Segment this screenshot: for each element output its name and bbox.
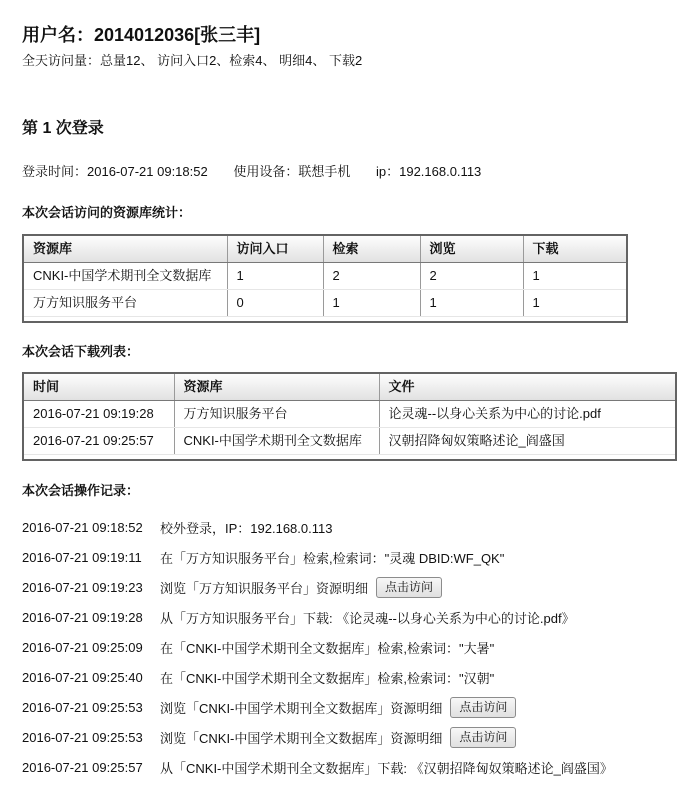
table-cell: 1 [523,263,626,290]
operation-text: 校外登录，IP：192.168.0.113 [160,520,333,536]
column-header: 浏览 [420,236,523,263]
operation-time: 2016-07-21 09:25:53 [22,699,143,715]
operation-record [22,722,679,752]
operation-time: 2016-07-21 09:19:28 [22,609,143,625]
visit-button[interactable]: 点击访问 [450,727,516,748]
operation-record [22,512,679,542]
operation-text: 在「CNKI-中国学术期刊全文数据库」检索,检索词："大暑" [160,640,495,656]
stats-section-label: 本次会话访问的资源库统计： [22,205,192,220]
table-header-row [24,374,675,401]
operation-time: 2016-07-21 09:19:23 [22,579,143,595]
session-heading: 第 1 次登录 [22,120,104,137]
column-header: 检索 [323,236,420,263]
login-time: 登录时间：2016-07-21 09:18:52 [22,164,208,179]
operations-section-label: 本次会话操作记录： [22,483,140,498]
table-cell: 2 [323,263,420,290]
resource-stats-table [22,234,628,323]
downloads-section-label: 本次会话下载列表： [22,344,140,359]
visit-button[interactable]: 点击访问 [450,697,516,718]
operation-record [22,752,679,782]
table-cell: 1 [523,290,626,317]
operation-text: 从「万方知识服务平台」下载: 《论灵魂--以身心关系为中心的讨论.pdf》 [160,610,575,626]
table-cell: 1 [420,290,523,317]
column-header: 文件 [379,374,675,401]
login-device: 使用设备：联想手机 [233,164,351,179]
page-title: 用户名：2014012036[张三丰] [22,25,261,45]
operation-text: 浏览「CNKI-中国学术期刊全文数据库」资源明细 [160,700,443,716]
operation-text: 浏览「CNKI-中国学术期刊全文数据库」资源明细 [160,730,443,746]
daily-visit-summary: 全天访问量：总量12、 访问入口2、检索4、 明细4、 下载2 [22,53,363,68]
table-row [24,290,626,317]
table-cell: 1 [227,263,323,290]
table-cell: 2016-07-21 09:19:28 [24,401,174,428]
column-header: 资源库 [174,374,379,401]
operation-time: 2016-07-21 09:25:40 [22,669,143,685]
operation-text: 浏览「万方知识服务平台」资源明细 [160,580,369,596]
table-cell: 0 [227,290,323,317]
operation-text: 在「万方知识服务平台」检索,检索词："灵魂 DBID:WF_QK" [160,550,505,566]
column-header: 资源库 [24,236,227,263]
operation-time: 2016-07-21 09:25:09 [22,639,143,655]
table-cell: 论灵魂--以身心关系为中心的讨论.pdf [379,401,675,428]
table-row [24,401,675,428]
table-row [24,428,675,455]
table-cell: 2 [420,263,523,290]
table-row [24,263,626,290]
download-list-table [22,372,677,461]
table-cell: 万方知识服务平台 [24,290,227,317]
login-ip: ip：192.168.0.113 [375,164,482,179]
operation-record [22,692,679,722]
operation-record [22,602,679,632]
operation-record [22,662,679,692]
operation-record [22,542,679,572]
operation-text: 在「CNKI-中国学术期刊全文数据库」检索,检索词："汉朝" [160,670,495,686]
table-cell: 2016-07-21 09:25:57 [24,428,174,455]
table-header-row [24,236,626,263]
operation-record [22,632,679,662]
operation-time: 2016-07-21 09:25:53 [22,729,143,745]
table-cell: 汉朝招降匈奴策略述论_阎盛国 [379,428,675,455]
login-info-line [22,164,679,180]
table-cell: 万方知识服务平台 [174,401,379,428]
operation-time: 2016-07-21 09:18:52 [22,519,143,535]
table-cell: 1 [323,290,420,317]
column-header: 下载 [523,236,626,263]
operation-text: 从「CNKI-中国学术期刊全文数据库」下载: 《汉朝招降匈奴策略述论_阎盛国》 [160,760,613,776]
operation-time: 2016-07-21 09:25:57 [22,759,143,775]
operation-time: 2016-07-21 09:19:11 [22,549,142,565]
visit-button[interactable]: 点击访问 [376,577,442,598]
table-cell: CNKI-中国学术期刊全文数据库 [174,428,379,455]
column-header: 访问入口 [227,236,323,263]
table-cell: CNKI-中国学术期刊全文数据库 [24,263,227,290]
column-header: 时间 [24,374,174,401]
operation-record [22,572,679,602]
operations-list [22,512,679,782]
